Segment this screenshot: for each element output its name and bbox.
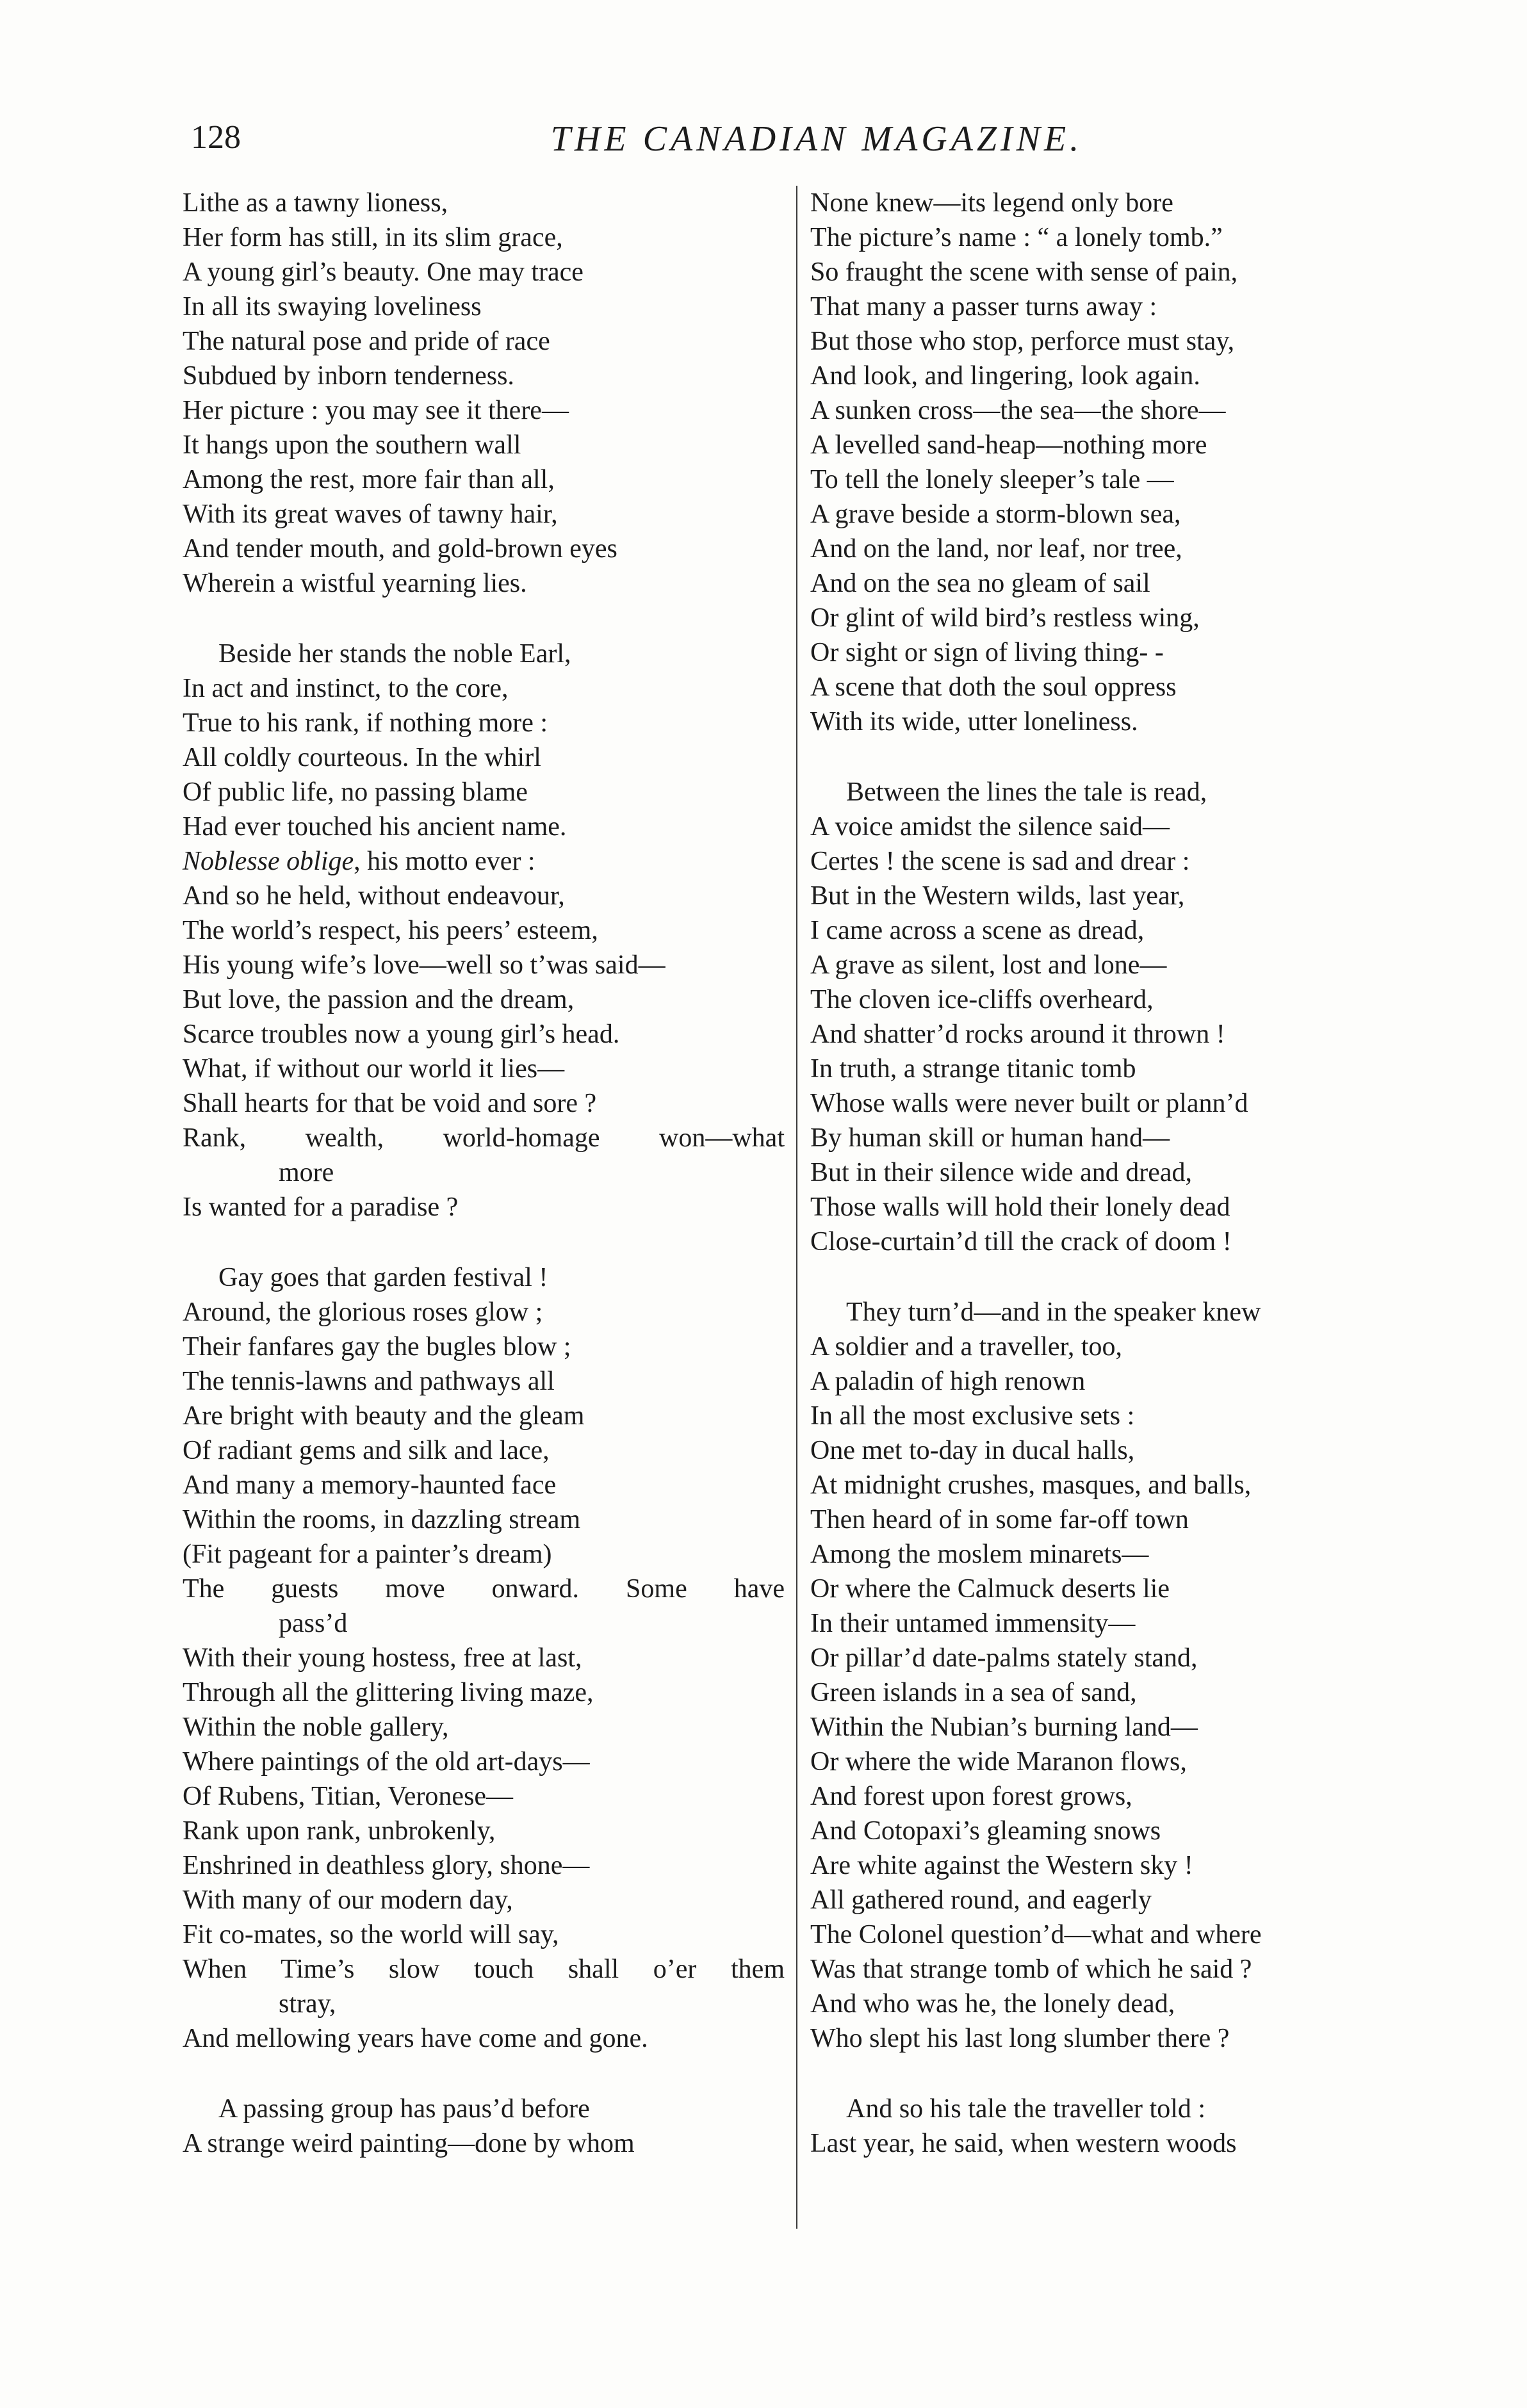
poem-line: A soldier and a traveller, too, [810, 1332, 1122, 1362]
poem-line: None knew—its legend only bore [810, 188, 1173, 218]
column-divider [796, 186, 797, 2229]
poem-line: The world’s respect, his peers’ esteem, [183, 916, 598, 945]
poem-line: To tell the lonely sleeper’s tale — [810, 465, 1174, 494]
poem-line: more [279, 1158, 334, 1187]
poem-line: So fraught the scene with sense of pain, [810, 257, 1238, 287]
poem-line: A passing group has paus’d before [218, 2094, 590, 2124]
poem-line: The tennis-lawns and pathways all [183, 1367, 555, 1396]
stanza [183, 637, 785, 1224]
poem-line: Around, the glorious roses glow ; [183, 1298, 543, 1327]
line-remainder: , his motto ever : [354, 847, 535, 876]
poem-line: And on the sea no gleam of sail [810, 569, 1150, 598]
poem-line: In all its swaying loveliness [183, 292, 482, 321]
poem-line: Of Rubens, Titian, Veronese— [183, 1782, 514, 1811]
poem-line: Among the moslem minarets— [810, 1540, 1149, 1569]
poem-line: Of radiant gems and silk and lace, [183, 1436, 550, 1465]
poem-line: With its great waves of tawny hair, [183, 500, 558, 529]
poem-line: What, if without our world it lies— [183, 1054, 565, 1084]
poem-line: Of public life, no passing blame [183, 777, 528, 807]
poem-line: Through all the glittering living maze, [183, 1678, 594, 1707]
poem-line: In their untamed immensity— [810, 1609, 1136, 1638]
poem-line: Are bright with beauty and the gleam [183, 1401, 585, 1431]
poem-line: A grave as silent, lost and lone— [810, 950, 1167, 980]
poem-line: Who slept his last long slumber there ? [810, 2024, 1230, 2053]
poem-line: And many a memory-haunted face [183, 1470, 557, 1500]
page-number: 128 [191, 119, 241, 156]
poem-line: Subdued by inborn tenderness. [183, 361, 514, 391]
poem-line: With many of our modern day, [183, 1885, 513, 1915]
poem-line: With their young hostess, free at last, [183, 1643, 582, 1673]
poem-line: The picture’s name : “ a lonely tomb.” [810, 223, 1223, 252]
poem-line: His young wife’s love—well so t’was said— [183, 950, 666, 980]
poem-line: The cloven ice-cliffs overheard, [810, 985, 1154, 1014]
poem-line: All gathered round, and eagerly [810, 1885, 1152, 1915]
poem-line: Her form has still, in its slim grace, [183, 223, 563, 252]
left-column [183, 186, 785, 2197]
poem-line: Enshrined in deathless glory, shone— [183, 1851, 590, 1880]
poem-line: Close-curtain’d till the crack of doom ! [810, 1227, 1232, 1257]
poem-line: In all the most exclusive sets : [810, 1401, 1135, 1431]
poem-line: Those walls will hold their lonely dead [810, 1192, 1230, 1222]
poem-line: That many a passer turns away : [810, 292, 1157, 321]
poem-line: The natural pose and pride of race [183, 327, 550, 356]
poem-line: But in the Western wilds, last year, [810, 881, 1185, 911]
poem-line: A voice amidst the silence said— [810, 812, 1170, 842]
poem-line: But those who stop, perforce must stay, [810, 327, 1235, 356]
poem-line: A scene that doth the soul oppress [810, 672, 1177, 702]
poem-line: In truth, a strange titanic tomb [810, 1054, 1136, 1084]
poem-line: Was that strange tomb of which he said ? [810, 1955, 1252, 1984]
poem-line: Their fanfares gay the bugles blow ; [183, 1332, 571, 1362]
poem-line: Or where the Calmuck deserts lie [810, 1574, 1170, 1604]
poem-line: Certes ! the scene is sad and drear : [810, 847, 1190, 876]
poem-line: And forest upon forest grows, [810, 1782, 1132, 1811]
poem-line: Rank, wealth, world-homage won—what [183, 1123, 785, 1153]
poem-line: And who was he, the lonely dead, [810, 1989, 1175, 2019]
right-column [810, 186, 1425, 2197]
poem-line: Her picture : you may see it there— [183, 396, 569, 425]
poem-line: The Colonel question’d—what and where [810, 1920, 1262, 1949]
poem-line: And mellowing years have come and gone. [183, 2024, 648, 2053]
stanza [810, 186, 1425, 739]
poem-line: A paladin of high renown [810, 1367, 1086, 1396]
poem-line: They turn’d—and in the speaker knew [846, 1298, 1261, 1327]
stanza [183, 1260, 785, 2056]
poem-line: Within the rooms, in dazzling stream [183, 1505, 581, 1534]
poem-line: And on the land, nor leaf, nor tree, [810, 534, 1182, 564]
stanza [183, 186, 785, 601]
poem-line: Gay goes that garden festival ! [218, 1263, 548, 1292]
poem-line: Beside her stands the noble Earl, [218, 639, 571, 669]
poem-line: Or sight or sign of living thing- - [810, 638, 1164, 667]
poem-line: Green islands in a sea of sand, [810, 1678, 1137, 1707]
poem-line: A levelled sand-heap—nothing more [810, 430, 1207, 460]
poem-line: Had ever touched his ancient name. [183, 812, 567, 842]
poem-line: Rank upon rank, unbrokenly, [183, 1816, 496, 1846]
poem-line: With its wide, utter loneliness. [810, 707, 1138, 736]
poem-line: Are white against the Western sky ! [810, 1851, 1193, 1880]
poem-line [183, 844, 785, 879]
poem-line: It hangs upon the southern wall [183, 430, 521, 460]
poem-line: But in their silence wide and dread, [810, 1158, 1192, 1187]
stanza [810, 1295, 1425, 2056]
poem-line: Is wanted for a paradise ? [183, 1192, 459, 1222]
poem-line: A grave beside a storm-blown sea, [810, 500, 1181, 529]
poem-line: True to his rank, if nothing more : [183, 708, 548, 738]
poem-line: Scarce troubles now a young girl’s head. [183, 1020, 620, 1049]
stanza [183, 2092, 785, 2161]
poem-line: Last year, he said, when western woods [810, 2129, 1237, 2158]
magazine-title: THE CANADIAN MAGAZINE. [550, 119, 1083, 159]
poem-line: And tender mouth, and gold-brown eyes [183, 534, 617, 564]
stanza [810, 2092, 1425, 2161]
running-head [0, 118, 1527, 163]
poem-line: The guests move onward. Some have [183, 1574, 785, 1604]
poem-line: A strange weird painting—done by whom [183, 2129, 635, 2158]
poem-line: But love, the passion and the dream, [183, 985, 575, 1014]
poem-line: Or pillar’d date-palms stately stand, [810, 1643, 1198, 1673]
poem-line: And so he held, without endeavour, [183, 881, 565, 911]
poem-line: And Cotopaxi’s gleaming snows [810, 1816, 1161, 1846]
poem-line: Wherein a wistful yearning lies. [183, 569, 527, 598]
poem-line: When Time’s slow touch shall o’er them [183, 1955, 785, 1984]
poem-line: Or where the wide Maranon flows, [810, 1747, 1187, 1777]
poem-line: Then heard of in some far-off town [810, 1505, 1189, 1534]
italic-motto: Noblesse oblige [183, 847, 354, 876]
poem-line: At midnight crushes, masques, and balls, [810, 1470, 1252, 1500]
poem-line: Whose walls were never built or plann’d [810, 1089, 1248, 1118]
poem-line: In act and instinct, to the core, [183, 674, 509, 703]
poem-line: stray, [279, 1989, 336, 2019]
poem-line: Where paintings of the old art-days— [183, 1747, 590, 1777]
poem-line: And look, and lingering, look again. [810, 361, 1200, 391]
stanza [810, 775, 1425, 1259]
poem-line: pass’d [279, 1609, 348, 1638]
poem-line: And shatter’d rocks around it thrown ! [810, 1020, 1225, 1049]
poem-line: Lithe as a tawny lioness, [183, 188, 448, 218]
poem-line: A young girl’s beauty. One may trace [183, 257, 584, 287]
poem-line: A sunken cross—the sea—the shore— [810, 396, 1226, 425]
poem-line: Between the lines the tale is read, [846, 777, 1207, 807]
poem-line: Shall hearts for that be void and sore ? [183, 1089, 597, 1118]
poem-line: Among the rest, more fair than all, [183, 465, 555, 494]
poem-line: I came across a scene as dread, [810, 916, 1145, 945]
poem-line: Within the noble gallery, [183, 1712, 449, 1742]
poem-line: Or glint of wild bird’s restless wing, [810, 603, 1200, 633]
poem-line: All coldly courteous. In the whirl [183, 743, 541, 772]
poem-line: One met to-day in ducal halls, [810, 1436, 1135, 1465]
poem-line: (Fit pageant for a painter’s dream) [183, 1540, 552, 1569]
poem-line: Within the Nubian’s burning land— [810, 1712, 1198, 1742]
poem-line: And so his tale the traveller told : [846, 2094, 1206, 2124]
poem-line: Fit co-mates, so the world will say, [183, 1920, 559, 1949]
poem-line: By human skill or human hand— [810, 1123, 1170, 1153]
